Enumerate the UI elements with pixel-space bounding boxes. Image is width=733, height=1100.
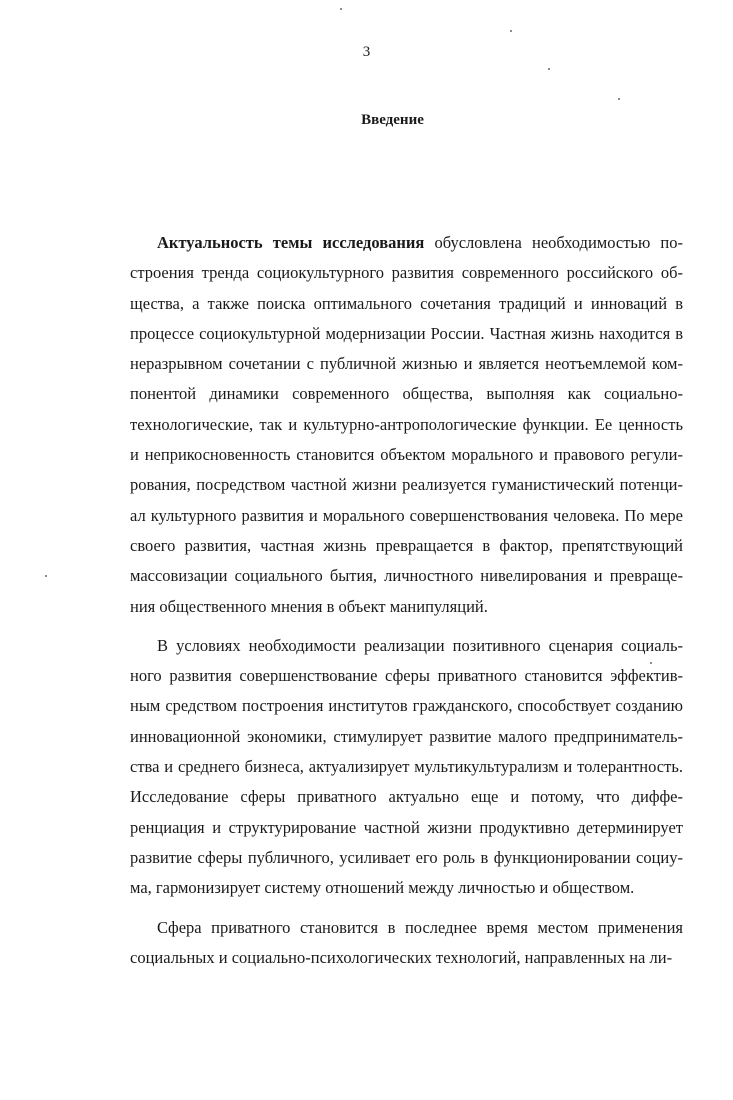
paragraph-text: В условиях необходимости реализации позитивного сценария социального развития совершенствование сферы приватного становится эффективным средством построения институтов гражданского, способствует созданию инновационной экономики, стимулирует развитие малого предпринимательства и среднего бизнеса, актуализирует мультикультурализм и толерантность. Исследование сферы приватного актуально еще и потому, что дифференциация и структурирование частной жизни продуктивно детерминирует развитие сферы публичного, усиливает его роль в функционировании социума, гармонизирует систему отношений между личностью и обществом. xyxy=(130,635,683,898)
scan-speck xyxy=(650,662,652,664)
scan-speck xyxy=(510,30,512,32)
paragraph-relevance xyxy=(130,228,683,622)
scan-speck xyxy=(45,575,47,577)
scan-speck xyxy=(340,8,342,10)
paragraph-private-sphere xyxy=(130,913,683,974)
page-number: 3 xyxy=(362,44,371,60)
paragraph-text: обусловлена необходимостью построения тренда социокультурного развития современного российского общества, а также поиска оптимального сочетания традиций и инноваций в процессе социокультурной модернизации России. Частная жизнь находится в неразрывном сочетании с публичной жизнью и является неотъемлемой компонентой динамики современного общества, выполняя как социально-технологические, так и культурно-антропологические функции. Ее ценность и неприкосновенность становится объектом морального и правового регулирования, посредством частной жизни реализуется гуманистический потенциал культурного развития и морального совершенствования человека. По мере своего развития, частная жизнь превращается в фактор, препятствующий массовизации социального бытия, личностного нивелирования и превращения общественного мнения в объект манипуляций. xyxy=(130,233,684,616)
scan-speck xyxy=(548,68,550,70)
body-text xyxy=(130,228,683,982)
section-title: Введение xyxy=(361,112,424,128)
paragraph-conditions xyxy=(130,631,683,904)
scan-speck xyxy=(618,98,620,100)
paragraph-text: Сфера приватного становится в последнее время местом применения социальных и социально-психологических технологий, направленных на ли- xyxy=(130,917,683,967)
paragraph-lead: Актуальность темы исследования xyxy=(157,233,425,252)
